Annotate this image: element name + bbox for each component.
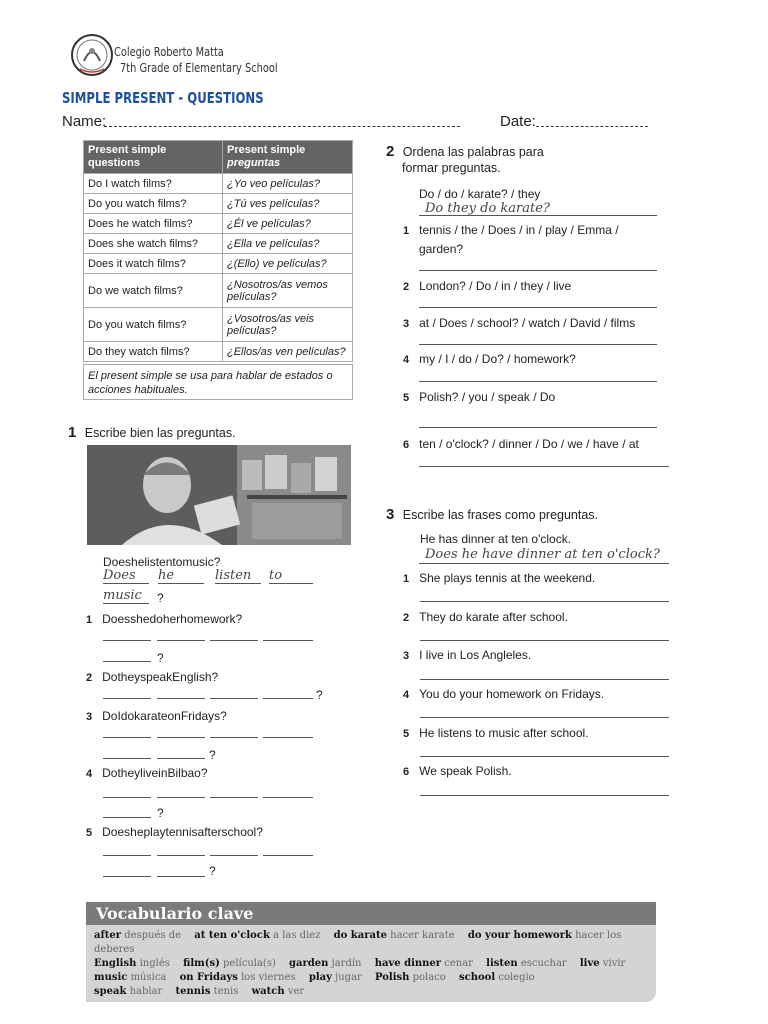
school-logo [70, 33, 114, 77]
answer-blank[interactable] [263, 698, 313, 699]
exercise1-example-prompt: Doeshelistentomusic? [103, 555, 221, 569]
answer-blank[interactable] [263, 797, 313, 798]
answer-blank[interactable] [420, 795, 669, 796]
answer-blank[interactable] [210, 640, 258, 641]
vocabulary-list [86, 925, 656, 1003]
exercise1-heading: 1 Escribe bien las preguntas. [68, 424, 236, 441]
grammar-note: El present simple se usa para hablar de estados o acciones habituales. [83, 364, 353, 400]
table-row: Do I watch films? ¿Yo veo películas? [84, 174, 353, 194]
example-answer-line [419, 215, 657, 216]
exercise1-item: 5 Doesheplaytennisafterschool? [86, 825, 263, 839]
vocabulary-line: English inglés film(s) película(s) garden jardín have dinner cenar listen escuchar live vivir [94, 958, 626, 969]
table-row: Does it watch films? ¿(Ello) ve películas? [84, 254, 353, 274]
answer-blank[interactable] [103, 737, 151, 738]
exercise3-item: 4 You do your homework on Fridays. [403, 687, 605, 701]
answer-blank[interactable] [103, 876, 151, 877]
exercise1-item: 4 DotheyliveinBilbao? [86, 766, 208, 780]
name-line[interactable] [104, 126, 460, 127]
exercise1-item: 1 Doesshedoherhomework? [86, 612, 243, 626]
answer-blank[interactable] [420, 679, 669, 680]
vocabulary-box [86, 902, 656, 1002]
exercise2-item: 4 my / I / do / Do? / homework? [403, 352, 576, 366]
answer-blank[interactable] [210, 737, 258, 738]
exercise3-example-answer: Does he have dinner at ten o'clock? [425, 547, 660, 562]
vocabulary-line: after después de at ten o'clock a las diez do karate hacer karate do your homework hacer los deberes [94, 930, 622, 955]
exercise3-item: 5 He listens to music after school. [403, 726, 589, 740]
table-row: Do we watch films? ¿Nosotros/as vemos películas? [84, 274, 353, 308]
exercise2-item-line2: garden? [419, 242, 464, 256]
answer-blank[interactable] [210, 855, 258, 856]
answer-blank[interactable] [420, 756, 669, 757]
grammar-table [83, 140, 353, 362]
exercise1-item: 2 DotheyspeakEnglish? [86, 670, 219, 684]
answer-blank[interactable] [157, 640, 205, 641]
exercise2-item: 3 at / Does / school? / watch / David / films [403, 316, 636, 330]
worksheet-title: SIMPLE PRESENT - QUESTIONS [62, 89, 264, 107]
answer-blank[interactable] [157, 758, 205, 759]
exercise3-heading: 3 Escribe las frases como preguntas. [386, 506, 599, 523]
exercise3-example-prompt: He has dinner at ten o'clock. [420, 532, 572, 546]
question-mark: ? [316, 688, 323, 702]
exercise2-example-prompt: Do / do / karate? / they [419, 187, 541, 201]
exercise2-item: 1 tennis / the / Does / in / play / Emma / [403, 223, 619, 237]
answer-blank[interactable] [103, 640, 151, 641]
vocabulary-line: music música on Fridays los viernes play jugar Polish polaco school colegio [94, 972, 535, 983]
exercise2-item: 2 London? / Do / in / they / live [403, 279, 572, 293]
example-answer-line [419, 563, 669, 564]
answer-blank[interactable] [103, 855, 151, 856]
answer-blank[interactable] [263, 640, 313, 641]
answer-blank[interactable] [157, 797, 205, 798]
name-label: Name: [62, 113, 107, 130]
answer-blank[interactable] [263, 737, 313, 738]
exercise2-item: 6 ten / o'clock? / dinner / Do / we / have / at [403, 437, 639, 451]
answer-blank[interactable] [419, 344, 657, 345]
question-mark: ? [157, 806, 164, 820]
vocabulary-title: Vocabulario clave [86, 902, 656, 925]
table-row: Do you watch films? ¿Vosotros/as veis películas? [84, 308, 353, 342]
exercise2-heading-line2: formar preguntas. [402, 161, 501, 175]
exercise1-item: 3 DoIdokarateonFridays? [86, 709, 227, 723]
exercise3-item: 3 I live in Los Angleles. [403, 648, 532, 662]
exercise2-example-answer: Do they do karate? [425, 201, 550, 216]
question-mark: ? [209, 864, 216, 878]
answer-blank[interactable] [157, 876, 205, 877]
table-header-preguntas: Present simple preguntas [223, 141, 353, 174]
answer-blank[interactable] [103, 661, 151, 662]
exercise2-item: 5 Polish? / you / speak / Do [403, 390, 556, 404]
question-mark: ? [157, 651, 164, 665]
exercise2-heading: 2 Ordena las palabras para [386, 143, 544, 160]
answer-blank[interactable] [420, 717, 669, 718]
question-mark: ? [209, 748, 216, 762]
answer-blank[interactable] [103, 817, 151, 818]
exercise3-item: 6 We speak Polish. [403, 764, 512, 778]
answer-blank[interactable] [157, 855, 205, 856]
exercise1-photo [87, 445, 351, 545]
answer-blank[interactable] [157, 737, 205, 738]
answer-blank[interactable] [103, 698, 151, 699]
table-row: Does he watch films? ¿Él ve películas? [84, 214, 353, 234]
answer-blank[interactable] [419, 427, 657, 428]
table-header-questions: Present simple questions [84, 141, 223, 174]
exercise3-item: 2 They do karate after school. [403, 610, 568, 624]
school-name: Colegio Roberto Matta [114, 45, 224, 59]
answer-blank[interactable] [419, 381, 657, 382]
answer-blank[interactable] [419, 307, 657, 308]
table-row: Do you watch films? ¿Tú ves películas? [84, 194, 353, 214]
answer-blank[interactable] [210, 698, 258, 699]
answer-blank[interactable] [103, 758, 151, 759]
exercise1-example-answer: Does he listen to music ? [103, 568, 323, 608]
answer-blank[interactable] [420, 601, 669, 602]
answer-blank[interactable] [419, 270, 657, 271]
answer-blank[interactable] [103, 797, 151, 798]
exercise3-item: 1 She plays tennis at the weekend. [403, 571, 596, 585]
date-line[interactable] [536, 126, 648, 127]
answer-blank[interactable] [157, 698, 205, 699]
school-grade: 7th Grade of Elementary School [120, 61, 278, 75]
table-row: Do they watch films? ¿Ellos/as ven películas? [84, 342, 353, 362]
answer-blank[interactable] [420, 640, 669, 641]
answer-blank[interactable] [419, 466, 669, 467]
date-label: Date: [500, 113, 536, 130]
vocabulary-line: speak hablar tennis tenis watch ver [94, 986, 305, 997]
answer-blank[interactable] [263, 855, 313, 856]
answer-blank[interactable] [210, 797, 258, 798]
table-row: Does she watch films? ¿Ella ve películas? [84, 234, 353, 254]
